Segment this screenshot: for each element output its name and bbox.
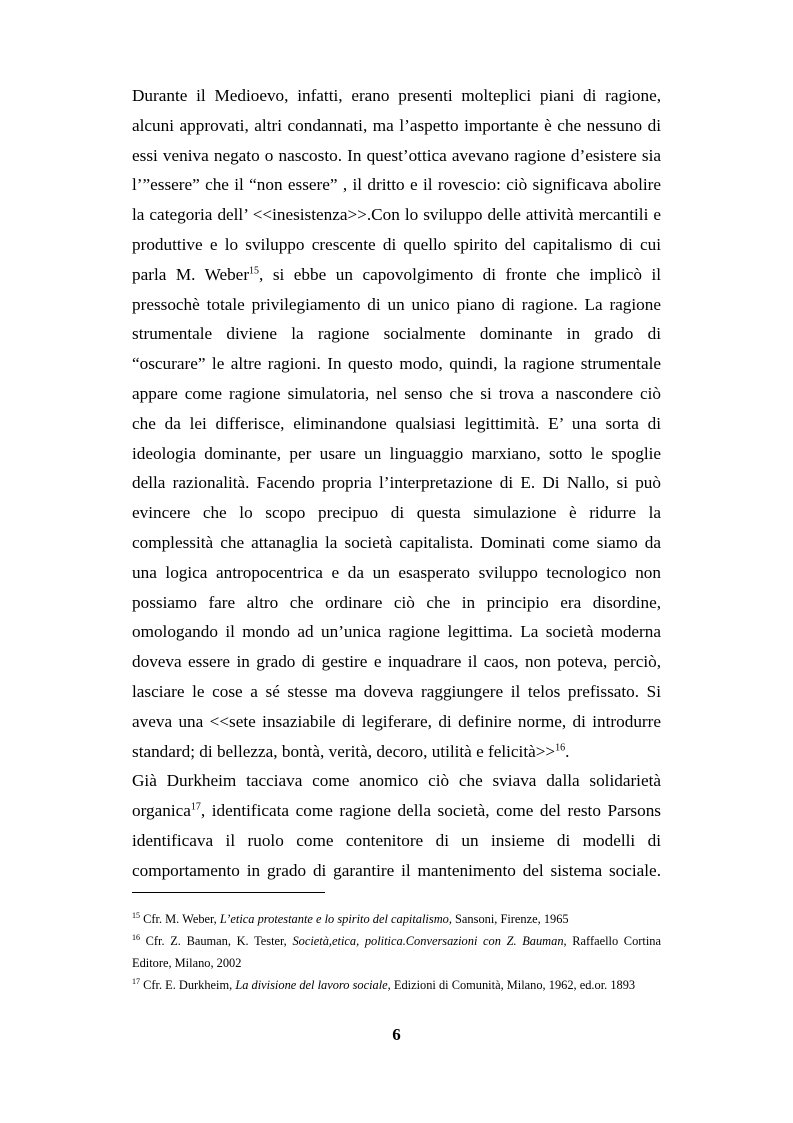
line-text: pressochè totale privilegiamento di un unico piano di ragione. La ragione (132, 294, 661, 314)
footnote-separator (132, 892, 325, 893)
body-line (132, 856, 661, 886)
body-line (132, 766, 661, 796)
body-line (132, 617, 661, 647)
footnote-lead: Cfr. Z. Bauman, K. Tester, (145, 934, 293, 948)
footnote (132, 908, 661, 930)
body-line (132, 379, 661, 409)
line-text-cont: . (565, 741, 570, 761)
line-text: evincere che lo scopo precipuo di questa simulazione è ridurre la (132, 503, 661, 523)
footnote-title: La divisione del lavoro sociale, (235, 978, 391, 992)
body-line (132, 796, 661, 826)
footnotes (132, 908, 661, 996)
footnote-lead: Cfr. E. Durkheim, (143, 978, 236, 992)
body-text (132, 81, 661, 886)
body-line (132, 498, 661, 528)
line-text-cont: , identificata come ragione della società, come del resto Parsons (200, 801, 661, 821)
line-text: l’”essere” che il “non essere” , il dritto e il rovescio: ciò significava abolire (132, 175, 661, 195)
body-line (132, 81, 661, 111)
body-line (132, 588, 661, 618)
body-line (132, 200, 661, 230)
line-text: produttive e lo sviluppo crescente di quello spirito del capitalismo di cui (132, 234, 661, 254)
line-text: identificava il ruolo come contenitore di un insieme di modelli di (132, 830, 661, 850)
line-text: comportamento in grado di garantire il mantenimento del sistema sociale. (132, 860, 661, 880)
footnote-ref: 17 (190, 801, 201, 813)
line-text: organica (132, 801, 191, 821)
line-text: ideologia dominante, per usare un linguaggio marxiano, sotto le spoglie (132, 443, 661, 463)
line-text: alcuni approvati, altri condannati, ma l’aspetto importante è che nessuno di (132, 115, 661, 135)
body-line (132, 170, 661, 200)
line-text-cont: , si ebbe un capovolgimento di fronte che implicò il (259, 264, 661, 284)
line-text: strumentale diviene la ragione socialmente dominante in grado di (132, 324, 661, 344)
footnote-rest: Edizioni di Comunità, Milano, 1962, ed.or. 1893 (390, 978, 636, 992)
line-text: lasciare le cose a sé stesse ma doveva raggiungere il telos prefissato. Si (132, 681, 661, 701)
body-line (132, 290, 661, 320)
body-line (132, 647, 661, 677)
line-text: una logica antropocentrica e da un esasperato sviluppo tecnologico non (132, 562, 661, 582)
footnote-title: Società,etica, politica.Conversazioni con Z. Bauman, (292, 934, 567, 948)
footnote-ref: 16 (555, 741, 566, 753)
line-text: doveva essere in grado di gestire e inquadrare il caos, non poteva, perciò, (132, 652, 661, 672)
body-line (132, 439, 661, 469)
line-text: della razionalità. Facendo propria l’interpretazione di E. Di Nallo, si può (132, 473, 661, 493)
line-text: essi veniva negato o nascosto. In quest’ottica avevano ragione d’esistere sia (132, 145, 661, 165)
body-line (132, 111, 661, 141)
footnote (132, 974, 661, 996)
footnote-lead: Cfr. M. Weber, (143, 912, 220, 926)
footnote (132, 930, 661, 974)
body-line (132, 826, 661, 856)
line-text: “oscurare” le altre ragioni. In questo modo, quindi, la ragione strumentale (132, 354, 661, 374)
footnote-number: 17 (132, 976, 140, 986)
line-text: la categoria dell’ <<inesistenza>>.Con lo sviluppo delle attività mercantili e (132, 205, 661, 225)
body-line (132, 558, 661, 588)
footnote-rest: Raffaello Cortina Editore, Milano, 2002 (132, 934, 661, 970)
line-text: che da lei differisce, eliminandone qualsiasi legittimità. E’ una sorta di (132, 413, 661, 433)
footnote-title: L’etica protestante e lo spirito del capitalismo, (219, 912, 452, 926)
footnote-number: 15 (132, 910, 140, 920)
body-line (132, 737, 661, 767)
line-text: aveva una <<sete insaziabile di legiferare, di definire norme, di introdurre (132, 711, 661, 731)
line-text: complessità che attanaglia la società capitalista. Dominati come siamo da (132, 532, 661, 552)
footnote-ref: 15 (249, 265, 260, 277)
line-text: standard; di bellezza, bontà, verità, decoro, utilità e felicità>> (132, 741, 556, 761)
body-line (132, 319, 661, 349)
body-line (132, 468, 661, 498)
line-text: Durante il Medioevo, infatti, erano presenti molteplici piani di ragione, (132, 86, 661, 105)
body-line (132, 349, 661, 379)
line-text: appare come ragione simulatoria, nel senso che si trova a nascondere ciò (132, 383, 661, 403)
line-text: omologando il mondo ad un’unica ragione legittima. La società moderna (132, 622, 661, 642)
body-line (132, 230, 661, 260)
line-text: possiamo fare altro che ordinare ciò che in principio era disordine, (132, 592, 661, 612)
body-line (132, 409, 661, 439)
body-line (132, 707, 661, 737)
body-line (132, 141, 661, 171)
footnote-rest: Sansoni, Firenze, 1965 (451, 912, 569, 926)
page-number: 6 (392, 1025, 401, 1044)
line-text: parla M. Weber (132, 264, 250, 284)
footnote-number: 16 (132, 932, 140, 942)
body-line (132, 677, 661, 707)
line-text: Già Durkheim tacciava come anomico ciò che sviava dalla solidarietà (132, 771, 661, 791)
body-line (132, 528, 661, 558)
body-line (132, 260, 661, 290)
